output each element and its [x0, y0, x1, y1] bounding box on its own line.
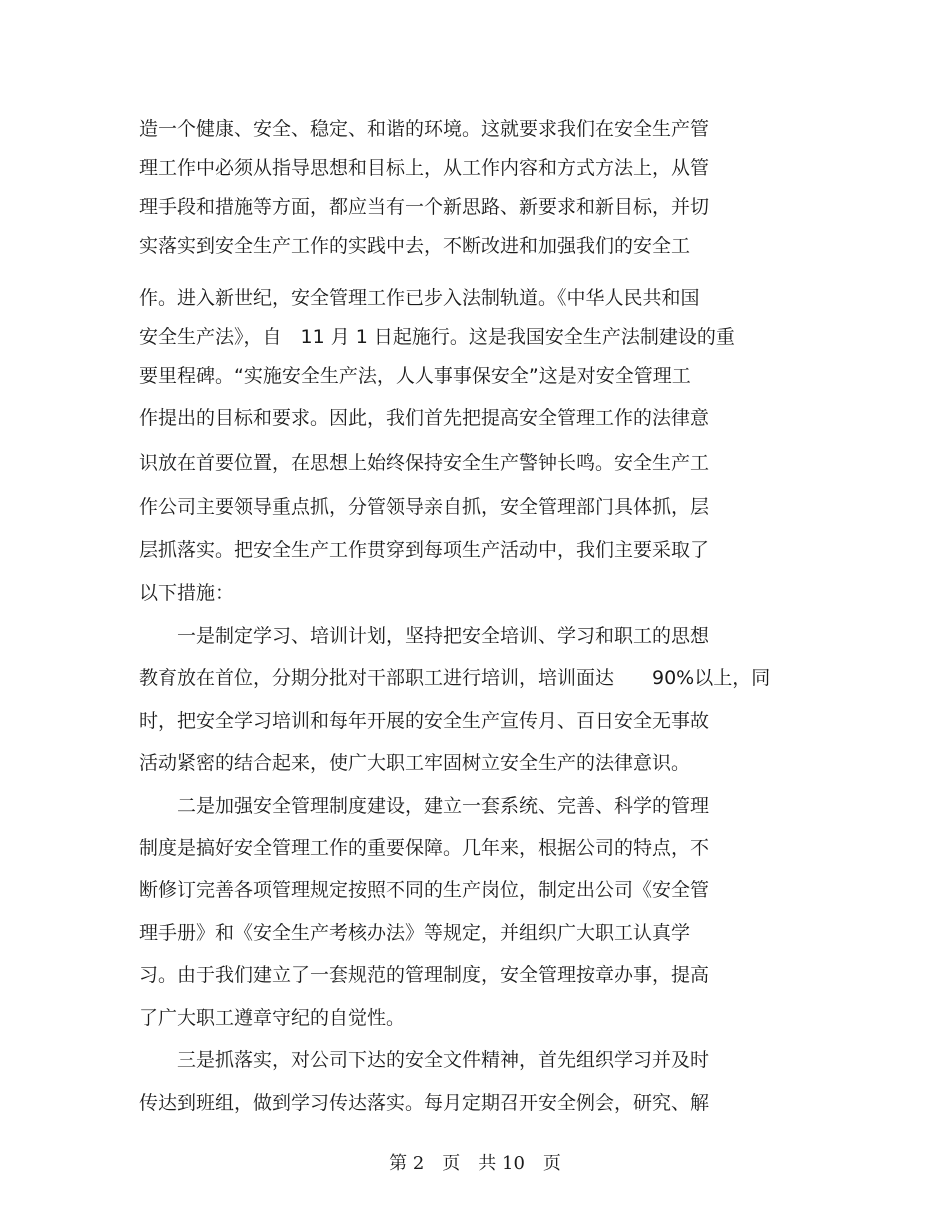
body-text-line: 三是抓落实，对公司下达的安全文件精神，首先组织学习并及时	[139, 1049, 710, 1071]
body-text-line: 安全生产法》，自 11 月 1 日起施行。这是我国安全生产法制建设的重	[139, 326, 735, 348]
body-text-line: 断修订完善各项管理规定按照不同的生产岗位，制定出公司《安全管	[139, 879, 710, 901]
body-text-line: 制度是搞好安全管理工作的重要保障。几年来，根据公司的特点，不	[139, 837, 710, 859]
body-text-line: 作公司主要领导重点抓，分管领导亲自抓，安全管理部门具体抓，层	[139, 496, 710, 518]
body-text-line: 了广大职工遵章守纪的自觉性。	[139, 1007, 406, 1029]
body-text-line: 以下措施：	[139, 582, 235, 604]
body-text-line: 造一个健康、安全、稳定、和谐的环境。这就要求我们在安全生产管	[139, 118, 710, 140]
body-text-line: 识放在首要位置，在思想上始终保持安全生产警钟长鸣。安全生产工	[139, 452, 710, 474]
body-text-line: 二是加强安全管理制度建设，建立一套系统、完善、科学的管理	[139, 795, 710, 817]
body-text-line: 传达到班组，做到学习传达落实。每月定期召开安全例会，研究、解	[139, 1092, 710, 1114]
body-text-line: 教育放在首位，分期分批对干部职工进行培训，培训面达 90%以上，同	[139, 667, 771, 689]
body-text-line: 理手册》和《安全生产考核办法》等规定，并组织广大职工认真学	[139, 922, 691, 944]
body-text-line: 理工作中必须从指导思想和目标上，从工作内容和方式方法上，从管	[139, 157, 710, 179]
body-text-line: 作。进入新世纪，安全管理工作已步入法制轨道。《中华人民共和国	[139, 287, 700, 309]
body-text-line: 一是制定学习、培训计划，坚持把安全培训、学习和职工的思想	[139, 625, 710, 647]
body-text-line: 时，把安全学习培训和每年开展的安全生产宣传月、百日安全无事故	[139, 710, 710, 732]
body-text-line: 习。由于我们建立了一套规范的管理制度，安全管理按章办事，提高	[139, 964, 710, 986]
body-text-line: 作提出的目标和要求。因此，我们首先把提高安全管理工作的法律意	[139, 407, 710, 429]
body-text-line: 要里程碑。“实施安全生产法，人人事事保安全”这是对安全管理工	[139, 365, 691, 387]
page-footer: 第 2 页 共 10 页	[389, 1153, 561, 1174]
body-text-line: 实落实到安全生产工作的实践中去，不断改进和加强我们的安全工	[139, 235, 691, 257]
body-text-line: 层抓落实。把安全生产工作贯穿到每项生产活动中，我们主要采取了	[139, 539, 710, 561]
body-text-line: 活动紧密的结合起来，使广大职工牢固树立安全生产的法律意识。	[139, 752, 691, 774]
body-text-line: 理手段和措施等方面，都应当有一个新思路、新要求和新目标，并切	[139, 196, 710, 218]
